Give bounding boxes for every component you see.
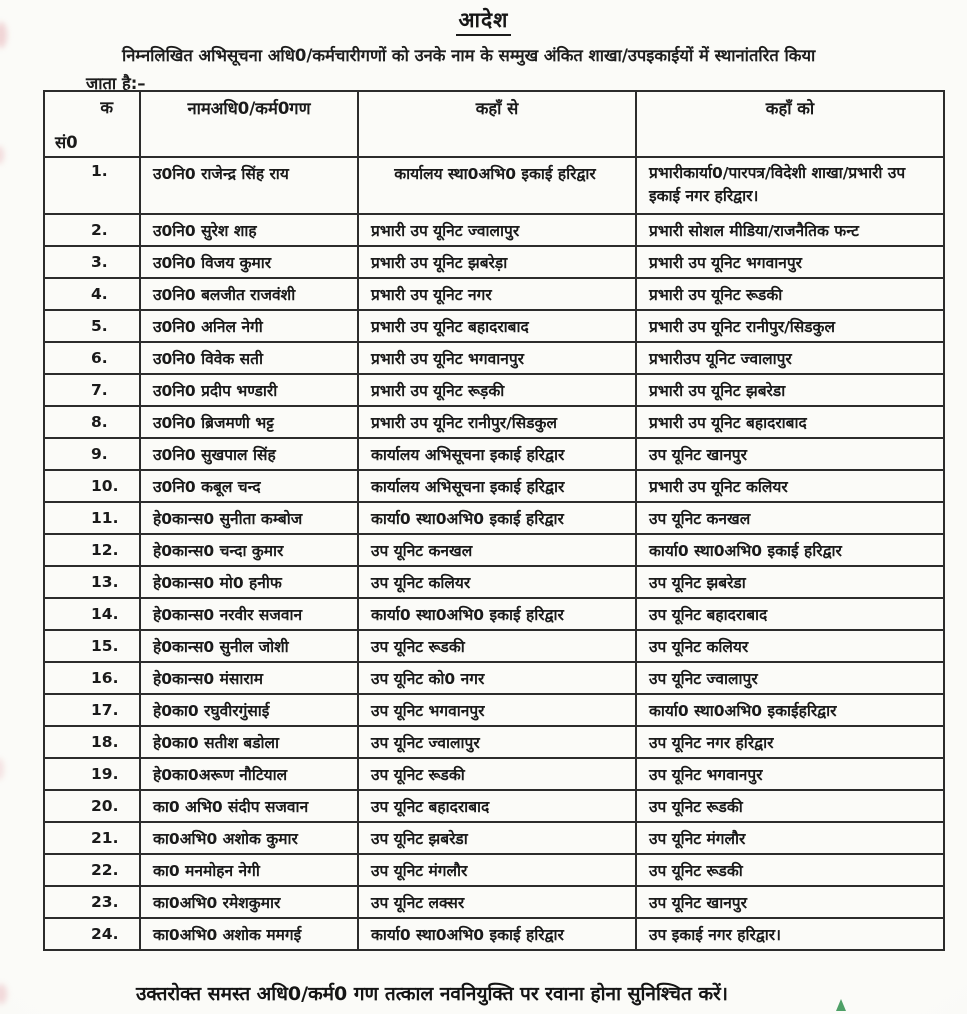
serial-cell: 18.	[44, 726, 140, 758]
header-name: नामअधि0/कर्म0गण	[140, 91, 358, 157]
transfer-table	[43, 90, 945, 951]
name-cell: हे0कान्स0 चन्दा कुमार	[140, 534, 358, 566]
to-cell: कार्या0 स्था0अभि0 इकाई हरिद्वार	[636, 534, 944, 566]
to-cell: उप यूनिट कनखल	[636, 502, 944, 534]
to-cell: उप यूनिट रूडकी	[636, 854, 944, 886]
table-row	[44, 157, 944, 214]
serial-cell: 22.	[44, 854, 140, 886]
name-cell: उ0नि0 राजेन्द्र सिंह राय	[140, 157, 358, 214]
serial-cell: 4.	[44, 278, 140, 310]
to-cell: प्रभारी उप यूनिट रानीपुर/सिडकुल	[636, 310, 944, 342]
footer-instruction: उक्तरोक्त समस्त अधि0/कर्म0 गण तत्काल नवनियुक्ति पर रवाना होना सुनिश्चित करें।	[136, 983, 729, 1005]
from-cell: कार्यालय स्था0अभि0 इकाई हरिद्वार	[358, 157, 636, 214]
table-row	[44, 598, 944, 630]
from-cell: उप यूनिट भगवानपुर	[358, 694, 636, 726]
to-cell: उप यूनिट बहादराबाद	[636, 598, 944, 630]
to-cell: उप यूनिट कलियर	[636, 630, 944, 662]
table-row	[44, 214, 944, 246]
page-title	[0, 6, 967, 34]
table-row	[44, 502, 944, 534]
name-cell: का0अभि0 अशोक कुमार	[140, 822, 358, 854]
to-cell: उप इकाई नगर हरिद्वार।	[636, 918, 944, 950]
name-cell: हे0कान्स0 मंसाराम	[140, 662, 358, 694]
serial-cell: 20.	[44, 790, 140, 822]
name-cell: उ0नि0 ब्रिजमणी भट्ट	[140, 406, 358, 438]
to-cell: उप यूनिट मंगलौर	[636, 822, 944, 854]
from-cell: कार्यालय अभिसूचना इकाई हरिद्वार	[358, 438, 636, 470]
table-row	[44, 662, 944, 694]
to-cell: प्रभारीउप यूनिट ज्वालापुर	[636, 342, 944, 374]
from-cell: उप यूनिट झबरेडा	[358, 822, 636, 854]
from-cell: प्रभारी उप यूनिट रूड़की	[358, 374, 636, 406]
name-cell: हे0कान्स0 मो0 हनीफ	[140, 566, 358, 598]
serial-cell: 14.	[44, 598, 140, 630]
name-cell: हे0का0 रघुवीरगुंसाई	[140, 694, 358, 726]
serial-cell: 1.	[44, 157, 140, 214]
from-cell: उप यूनिट रूडकी	[358, 630, 636, 662]
transfer-table-header	[44, 91, 944, 157]
page-title-text: आदेश	[456, 8, 512, 36]
intro-line-1: निम्नलिखित अभिसूचना अधि0/कर्मचारीगणों को उनके नाम के सम्मुख अंकित शाखा/उपइकाईयों में स्थानांतरित किया	[122, 46, 816, 65]
serial-cell: 13.	[44, 566, 140, 598]
table-row	[44, 918, 944, 950]
serial-cell: 3.	[44, 246, 140, 278]
from-cell: उप यूनिट बहादराबाद	[358, 790, 636, 822]
intro-line-2: जाता है:–	[86, 74, 146, 93]
from-cell: उप यूनिट कलियर	[358, 566, 636, 598]
from-cell: कार्या0 स्था0अभि0 इकाई हरिद्वार	[358, 598, 636, 630]
header-from: कहाँ से	[358, 91, 636, 157]
from-cell: कार्या0 स्था0अभि0 इकाई हरिद्वार	[358, 918, 636, 950]
table-row	[44, 726, 944, 758]
to-cell: उप यूनिट रूडकी	[636, 790, 944, 822]
serial-cell: 9.	[44, 438, 140, 470]
table-row	[44, 342, 944, 374]
from-cell: उप यूनिट कनखल	[358, 534, 636, 566]
from-cell: उप यूनिट लक्सर	[358, 886, 636, 918]
from-cell: प्रभारी उप यूनिट झबरेड़ा	[358, 246, 636, 278]
name-cell: उ0नि0 विवेक सती	[140, 342, 358, 374]
to-cell: प्रभारीकार्या0/पारपत्र/विदेशी शाखा/प्रभारी उप इकाई नगर हरिद्वार।	[636, 157, 944, 214]
name-cell: हे0कान्स0 सुनीता कम्बोज	[140, 502, 358, 534]
header-row	[44, 91, 944, 157]
to-cell: उप यूनिट झबरेडा	[636, 566, 944, 598]
serial-cell: 15.	[44, 630, 140, 662]
scan-smudge	[0, 146, 4, 164]
to-cell: प्रभारी उप यूनिट झबरेडा	[636, 374, 944, 406]
serial-cell: 19.	[44, 758, 140, 790]
table-row	[44, 534, 944, 566]
from-cell: प्रभारी उप यूनिट नगर	[358, 278, 636, 310]
from-cell: प्रभारी उप यूनिट बहादराबाद	[358, 310, 636, 342]
from-cell: उप यूनिट ज्वालापुर	[358, 726, 636, 758]
from-cell: उप यूनिट रूडकी	[358, 758, 636, 790]
serial-cell: 7.	[44, 374, 140, 406]
serial-cell: 21.	[44, 822, 140, 854]
to-cell: उप यूनिट खानपुर	[636, 438, 944, 470]
name-cell: का0 मनमोहन नेगी	[140, 854, 358, 886]
header-to: कहाँ को	[636, 91, 944, 157]
name-cell: उ0नि0 सुखपाल सिंह	[140, 438, 358, 470]
from-cell: कार्या0 स्था0अभि0 इकाई हरिद्वार	[358, 502, 636, 534]
table-row	[44, 758, 944, 790]
from-cell: प्रभारी उप यूनिट भगवानपुर	[358, 342, 636, 374]
table-row	[44, 406, 944, 438]
to-cell: उप यूनिट ज्वालापुर	[636, 662, 944, 694]
table-row	[44, 566, 944, 598]
transfer-table-body	[44, 157, 944, 950]
serial-cell: 24.	[44, 918, 140, 950]
from-cell: कार्यालय अभिसूचना इकाई हरिद्वार	[358, 470, 636, 502]
to-cell: उप यूनिट खानपुर	[636, 886, 944, 918]
to-cell: उप यूनिट भगवानपुर	[636, 758, 944, 790]
table-row	[44, 278, 944, 310]
header-serial	[44, 91, 140, 157]
name-cell: हे0कान्स0 सुनील जोशी	[140, 630, 358, 662]
name-cell: उ0नि0 प्रदीप भण्डारी	[140, 374, 358, 406]
name-cell: हे0कान्स0 नरवीर सजवान	[140, 598, 358, 630]
table-row	[44, 822, 944, 854]
header-serial-line2: सं0	[55, 133, 78, 152]
table-row	[44, 246, 944, 278]
serial-cell: 6.	[44, 342, 140, 374]
from-cell: प्रभारी उप यूनिट ज्वालापुर	[358, 214, 636, 246]
serial-cell: 5.	[44, 310, 140, 342]
scan-smudge	[0, 758, 4, 780]
to-cell: प्रभारी उप यूनिट बहादराबाद	[636, 406, 944, 438]
to-cell: उप यूनिट नगर हरिद्वार	[636, 726, 944, 758]
from-cell: उप यूनिट मंगलौर	[358, 854, 636, 886]
table-row	[44, 694, 944, 726]
name-cell: का0अभि0 रमेशकुमार	[140, 886, 358, 918]
table-row	[44, 438, 944, 470]
table-row	[44, 790, 944, 822]
name-cell: उ0नि0 कबूल चन्द	[140, 470, 358, 502]
to-cell: कार्या0 स्था0अभि0 इकाईहरिद्वार	[636, 694, 944, 726]
table-row	[44, 470, 944, 502]
serial-cell: 23.	[44, 886, 140, 918]
from-cell: उप यूनिट को0 नगर	[358, 662, 636, 694]
green-ink-mark	[836, 999, 846, 1011]
serial-cell: 2.	[44, 214, 140, 246]
table-row	[44, 854, 944, 886]
to-cell: प्रभारी सोशल मीडिया/राजनैतिक फन्ट	[636, 214, 944, 246]
name-cell: उ0नि0 बलजीत राजवंशी	[140, 278, 358, 310]
header-serial-line1: क	[100, 98, 113, 117]
name-cell: का0 अभि0 संदीप सजवान	[140, 790, 358, 822]
serial-cell: 16.	[44, 662, 140, 694]
to-cell: प्रभारी उप यूनिट कलियर	[636, 470, 944, 502]
name-cell: हे0का0अरूण नौटियाल	[140, 758, 358, 790]
serial-cell: 10.	[44, 470, 140, 502]
table-row	[44, 374, 944, 406]
name-cell: का0अभि0 अशोक ममगई	[140, 918, 358, 950]
table-row	[44, 310, 944, 342]
serial-cell: 12.	[44, 534, 140, 566]
serial-cell: 8.	[44, 406, 140, 438]
to-cell: प्रभारी उप यूनिट रूडकी	[636, 278, 944, 310]
table-row	[44, 886, 944, 918]
table-row	[44, 630, 944, 662]
from-cell: प्रभारी उप यूनिट रानीपुर/सिडकुल	[358, 406, 636, 438]
scan-smudge	[0, 984, 7, 1004]
name-cell: उ0नि0 सुरेश शाह	[140, 214, 358, 246]
name-cell: उ0नि0 अनिल नेगी	[140, 310, 358, 342]
to-cell: प्रभारी उप यूनिट भगवानपुर	[636, 246, 944, 278]
name-cell: हे0का0 सतीश बडोला	[140, 726, 358, 758]
name-cell: उ0नि0 विजय कुमार	[140, 246, 358, 278]
serial-cell: 11.	[44, 502, 140, 534]
serial-cell: 17.	[44, 694, 140, 726]
